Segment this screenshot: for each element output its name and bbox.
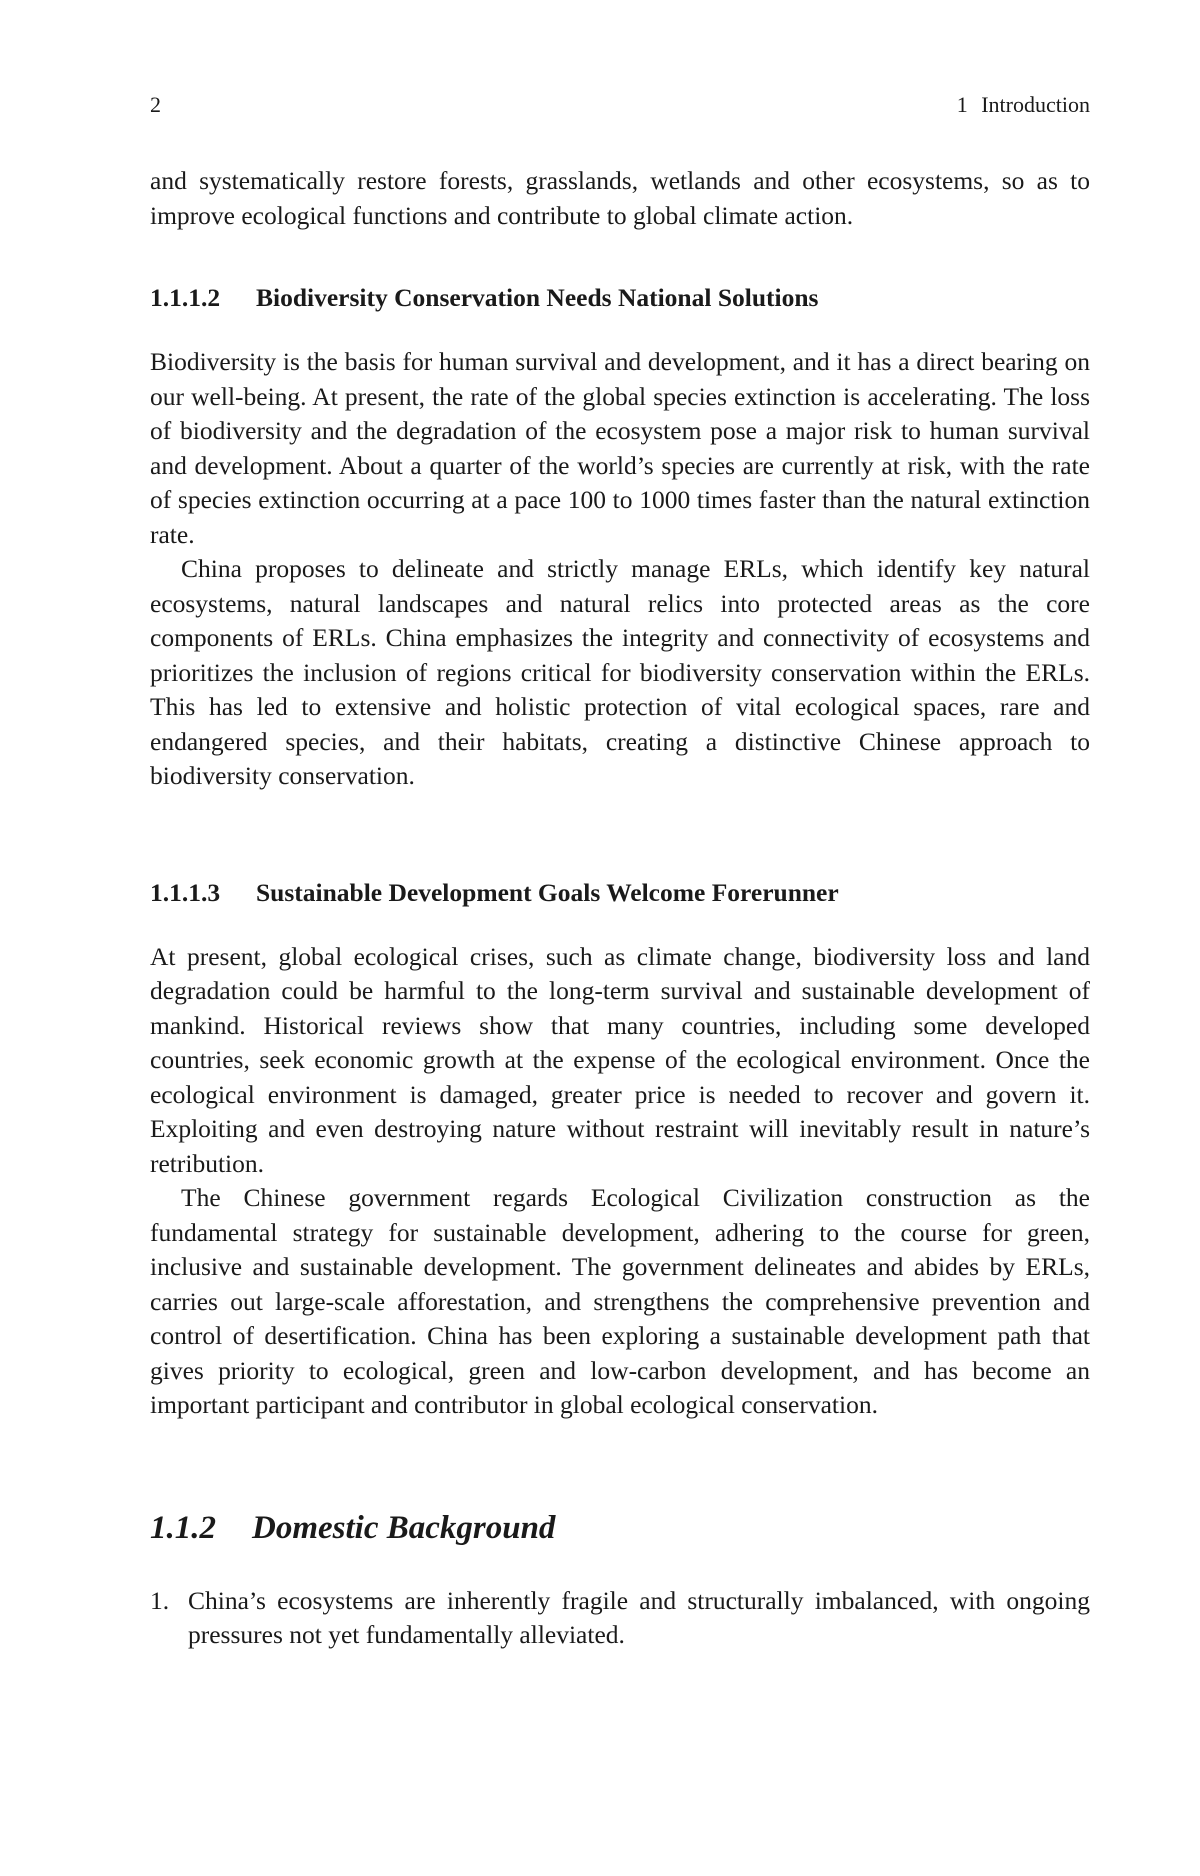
section-number: 1.1.1.2 bbox=[150, 283, 221, 312]
page-number: 2 bbox=[150, 92, 161, 117]
chapter-running-title: 1 Introduction bbox=[956, 92, 1090, 117]
list-marker: 1. bbox=[150, 1585, 170, 1615]
section-title: Domestic Background bbox=[252, 1509, 556, 1546]
section-heading-1-1-1-2 bbox=[150, 281, 1090, 315]
section-title: Sustainable Development Goals Welcome Forerunner bbox=[256, 877, 839, 907]
section-heading-1-1-1-3 bbox=[150, 876, 1090, 910]
book-page bbox=[150, 0, 1090, 1876]
body-paragraph: China proposes to delineate and strictly manage ERLs, which identify key natural ecosystems, natural landscapes and natural relics into protected areas as the core components of ERLs. China emphasizes the integrity and connectivity of ecosystems and prioritizes the inclusion of regions critical for biodiversity conservation within the ERLs. This has led to extensive and holistic protection of vital ecological spaces, rare and endangered species, and their habitats, creating a distinctive Chinese approach to biodiversity conservation. bbox=[150, 554, 1090, 790]
body-paragraph: At present, global ecological crises, such as climate change, biodiversity loss and land degradation could be harmful to the long-term survival and sustainable development of mankind. Historical reviews show that many countries, including some developed countries, seek economic growth at the expense of the ecological environment. Once the ecological environment is damaged, greater price is needed to recover and govern it. Exploiting and even destroying nature without restraint will inevitably result in nature’s retribution. bbox=[150, 941, 1090, 1178]
list-item bbox=[150, 1584, 1090, 1653]
running-head bbox=[150, 92, 1090, 122]
section-number: 1.1.2 bbox=[150, 1509, 216, 1546]
section-number: 1.1.1.3 bbox=[150, 877, 221, 907]
carryover-paragraph: and systematically restore forests, grasslands, wetlands and other ecosystems, so as to improve ecological functions and contribute to global climate action. bbox=[150, 166, 1090, 230]
section-title: Biodiversity Conservation Needs National Solutions bbox=[256, 283, 819, 312]
list-item-text: China’s ecosystems are inherently fragile and structurally imbalanced, with ongoing pressures not yet fundamentally alleviated. bbox=[188, 1585, 1090, 1649]
page-body bbox=[150, 164, 1090, 1653]
section-heading-1-1-2 bbox=[150, 1508, 1090, 1548]
body-paragraph: The Chinese government regards Ecological Civilization construction as the fundamental strategy for sustainable development, adhering to the course for green, inclusive and sustainable development. The government delineates and abides by ERLs, carries out large-scale afforestation, and strengthens the comprehensive prevention and control of desertification. China has been exploring a sustainable development path that gives priority to ecological, green and low-carbon development, and has become an important participant and contributor in global ecological conservation. bbox=[150, 1183, 1090, 1419]
numbered-list bbox=[150, 1584, 1090, 1653]
body-paragraph: Biodiversity is the basis for human survival and development, and it has a direct bearing on our well-being. At present, the rate of the global species extinction is accelerating. The loss of biodiversity and the degradation of the ecosystem pose a major risk to human survival and development. About a quarter of the world’s species are currently at risk, with the rate of species extinction occurring at a pace 100 to 1000 times faster than the natural extinction rate. bbox=[150, 347, 1090, 549]
